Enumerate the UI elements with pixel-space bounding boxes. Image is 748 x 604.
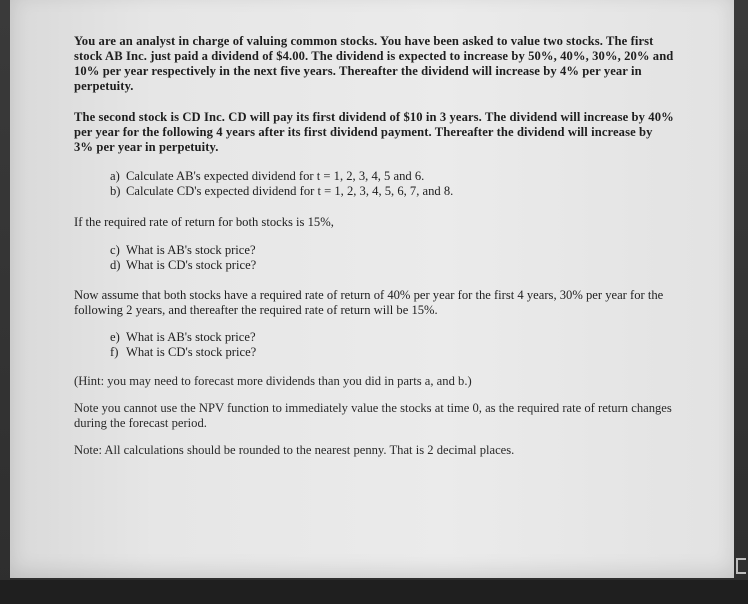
assume-paragraph: Now assume that both stocks have a required rate of return of 40% per year for the first 4 years, 30% per year for the following 2 years, and thereafter the required rate of return will be 15%. (74, 288, 664, 317)
question-d (110, 258, 674, 273)
document-body (74, 34, 674, 458)
question-e (110, 330, 674, 345)
question-c-text: What is AB's stock price? (126, 243, 256, 257)
question-list-ef (74, 330, 674, 360)
question-c (110, 243, 674, 258)
question-f (110, 345, 674, 360)
rounding-note: Note: All calculations should be rounded to the nearest penny. That is 2 decimal places. (74, 443, 515, 457)
question-f-marker: f) (110, 345, 119, 359)
question-a (110, 169, 674, 184)
second-stock-paragraph: The second stock is CD Inc. CD will pay its first dividend of $10 in 3 years. The dividend will increase by 40% per year for the following 4 years after its first dividend payment. Thereafter the dividend will increase by 3% per year in perpetuity. (74, 110, 674, 154)
question-a-marker: a) (110, 169, 120, 183)
required-rate-line: If the required rate of return for both stocks is 15%, (74, 215, 334, 229)
question-d-text: What is CD's stock price? (126, 258, 257, 272)
document-page (10, 0, 734, 578)
question-a-text: Calculate AB's expected dividend for t = 1, 2, 3, 4, 5 and 6. (126, 169, 425, 183)
question-e-marker: e) (110, 330, 120, 344)
question-e-text: What is AB's stock price? (126, 330, 256, 344)
hint-line: (Hint: you may need to forecast more dividends than you did in parts a, and b.) (74, 374, 472, 388)
question-b (110, 184, 674, 199)
question-list-cd (74, 243, 674, 273)
npv-note: Note you cannot use the NPV function to immediately value the stocks at time 0, as the required rate of return changes during the forecast period. (74, 401, 672, 430)
intro-paragraph: You are an analyst in charge of valuing common stocks. You have been asked to value two stocks. The first stock AB Inc. just paid a dividend of $4.00. The dividend is expected to increase by 50%, 40%, 30%, 20% and 10% per year respectively in the next five years. Thereafter the dividend will increase by 4% per year in perpetuity. (74, 34, 674, 93)
question-b-text: Calculate CD's expected dividend for t = 1, 2, 3, 4, 5, 6, 7, and 8. (126, 184, 454, 198)
question-d-marker: d) (110, 258, 121, 272)
question-c-marker: c) (110, 243, 120, 257)
question-b-marker: b) (110, 184, 121, 198)
screen-edge-icon (736, 558, 746, 574)
question-f-text: What is CD's stock price? (126, 345, 257, 359)
question-list-ab (74, 169, 674, 199)
screen-bottom-bezel (0, 580, 748, 604)
